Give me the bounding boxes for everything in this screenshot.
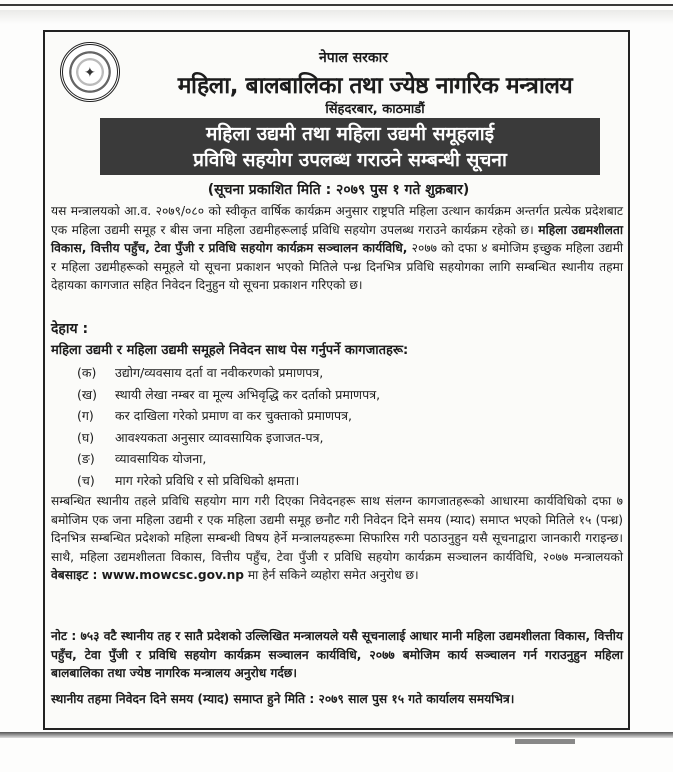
website-link[interactable]: वेबसाइट : www.mowcsc.gov.np [51,568,244,582]
deadline-line: स्थानीय तहमा निवेदन दिने समय (म्याद) समाप्त हुने मिति : २०७९ साल पुस १५ गते कार्यालय समयभित्र। [51,692,515,706]
process-text: सम्बन्धित स्थानीय तहले प्रविधि सहयोग माग गरी दिएका निवेदनहरू साथ संलग्न कागजातहरूको आधारमा कार्यविधिको दफा ७ बमोजिम एक जना महिला उद्यमी र एक महिला उद्यमी समूह छनौट गरी निवेदन दिने समय (म्याद) समाप्त भएको मितिले १५ (पन्ध्र) दिनभित्र सम्बन्धित प्रदेशको महिला सम्बन्धी विषय हेर्ने मन्त्रालयहरूमा सिफारिस गरी पठाउनुहुन यसै सूचनाद्वारा जानकारी गराइन्छ। साथै, महिला उद्यमशीलता विकास, वित्तीय पहुँच, टेवा पुँजी र प्रविधि सहयोग कार्यक्रम सञ्चालन कार्यविधि, २०७७ मन्त्रालयको [51,494,623,564]
publication-date: (सूचना प्रकाशित मिति : २०७९ पुस १ गते शुक्रबार) [207,182,470,198]
note-paragraph: नोट : ७५३ वटै स्थानीय तह र सातै प्रदेशको उल्लिखित मन्त्रालयले यसै सूचनालाई आधार मानी महिला उद्यमशीलता विकास, वित्तीय पहुँच, टेवा पुँजी र प्रविधि सहयोग कार्यक्रम सञ्चालन कार्यविधि, २०७७ बमोजिम कार्य सञ्चालन गर्न गराउनुहुन महिला बालबालिका तथा ज्येष्ठ नागरिक मन्त्रालय अनुरोध गर्दछ। [51,629,623,680]
page-bottom-edge [0,732,673,738]
list-item: (घ) आवश्यकता अनुसार व्यावसायिक इजाजत-पत्र, [77,429,324,445]
intro-procedure-name: महिला उद्यमशीलता विकास, वित्तीय पहुँच, टेवा पुँजी र प्रविधि सहयोग कार्यक्रम सञ्चालन कार्यविधि, [51,222,623,255]
page-top-rule [0,4,673,6]
list-item: (ख) स्थायी लेखा नम्बर वा मूल्य अभिवृद्धि कर दर्ताको प्रमाणपत्र, [77,386,381,402]
documents-list [77,362,380,491]
page-fold-shadow [0,10,673,24]
list-item: (ङ) व्यावसायिक योजना, [77,451,207,466]
documents-heading: महिला उद्यमी र महिला उद्यमी समूहले निवेदन साथ पेस गर्नुपर्ने कागजातहरू: [51,343,409,358]
list-item: (क) उद्योग/व्यवसाय दर्ता वा नवीकरणको प्रमाणपत्र, [77,365,324,380]
notice-title-line1: महिला उद्यमी तथा महिला उद्यमी समूहलाई [205,123,495,145]
website-suffix: मा हेर्न सकिने व्यहोरा समेत अनुरोध छ। [247,568,419,582]
scan-smudge [515,739,575,744]
ministry-name: महिला, बालबालिका तथा ज्येष्ठ नागरिक मन्त्रालय [177,73,573,99]
nepal-emblem-icon: ✦ [60,42,120,102]
intro-text-1: यस मन्त्रालयको आ.व. २०७९/०८० को स्वीकृत वार्षिक कार्यक्रम अनुसार राष्ट्रपति महिला उत्थान कार्यक्रम अन्तर्गत प्रत्येक प्रदेशबाट एक महिला उद्यमी समूह र बीस जना महिला उद्यमीहरूलाई प्रविधि सहयोग उपलब्ध गराउने कार्यक्रम रहेको छ। [51,204,623,237]
list-item: (ग) कर दाखिला गरेको प्रमाण वा कर चुक्ताको प्रमाणपत्र, [77,408,353,423]
notice-box [43,30,630,730]
intro-text-2: २०७७ को दफा ४ बमोजिम इच्छुक महिला उद्यमी र महिला उद्यमीहरूको समूहले यो सूचना प्रकाशन भएको मितिले पन्ध्र दिनभित्र प्रविधि सहयोगका लागि सम्बन्धित स्थानीय तहमा देहायका कागजात सहित निवेदन दिनुहुन यो सूचना प्रकाशन गरिएको छ। [51,241,624,292]
government-name: नेपाल सरकार [318,50,388,66]
notice-title [100,118,600,175]
process-paragraph [51,492,623,585]
intro-paragraph [51,202,623,295]
dehaya-heading: देहाय : [51,321,89,337]
ministry-address: सिंहदरबार, काठमाडौं [325,102,425,117]
list-item: (च) माग गरेको प्रविधि र सो प्रविधिको क्षमता। [77,472,300,488]
notice-title-line2: प्रविधि सहयोग उपलब्ध गराउने सम्बन्धी सूचना [193,149,507,171]
